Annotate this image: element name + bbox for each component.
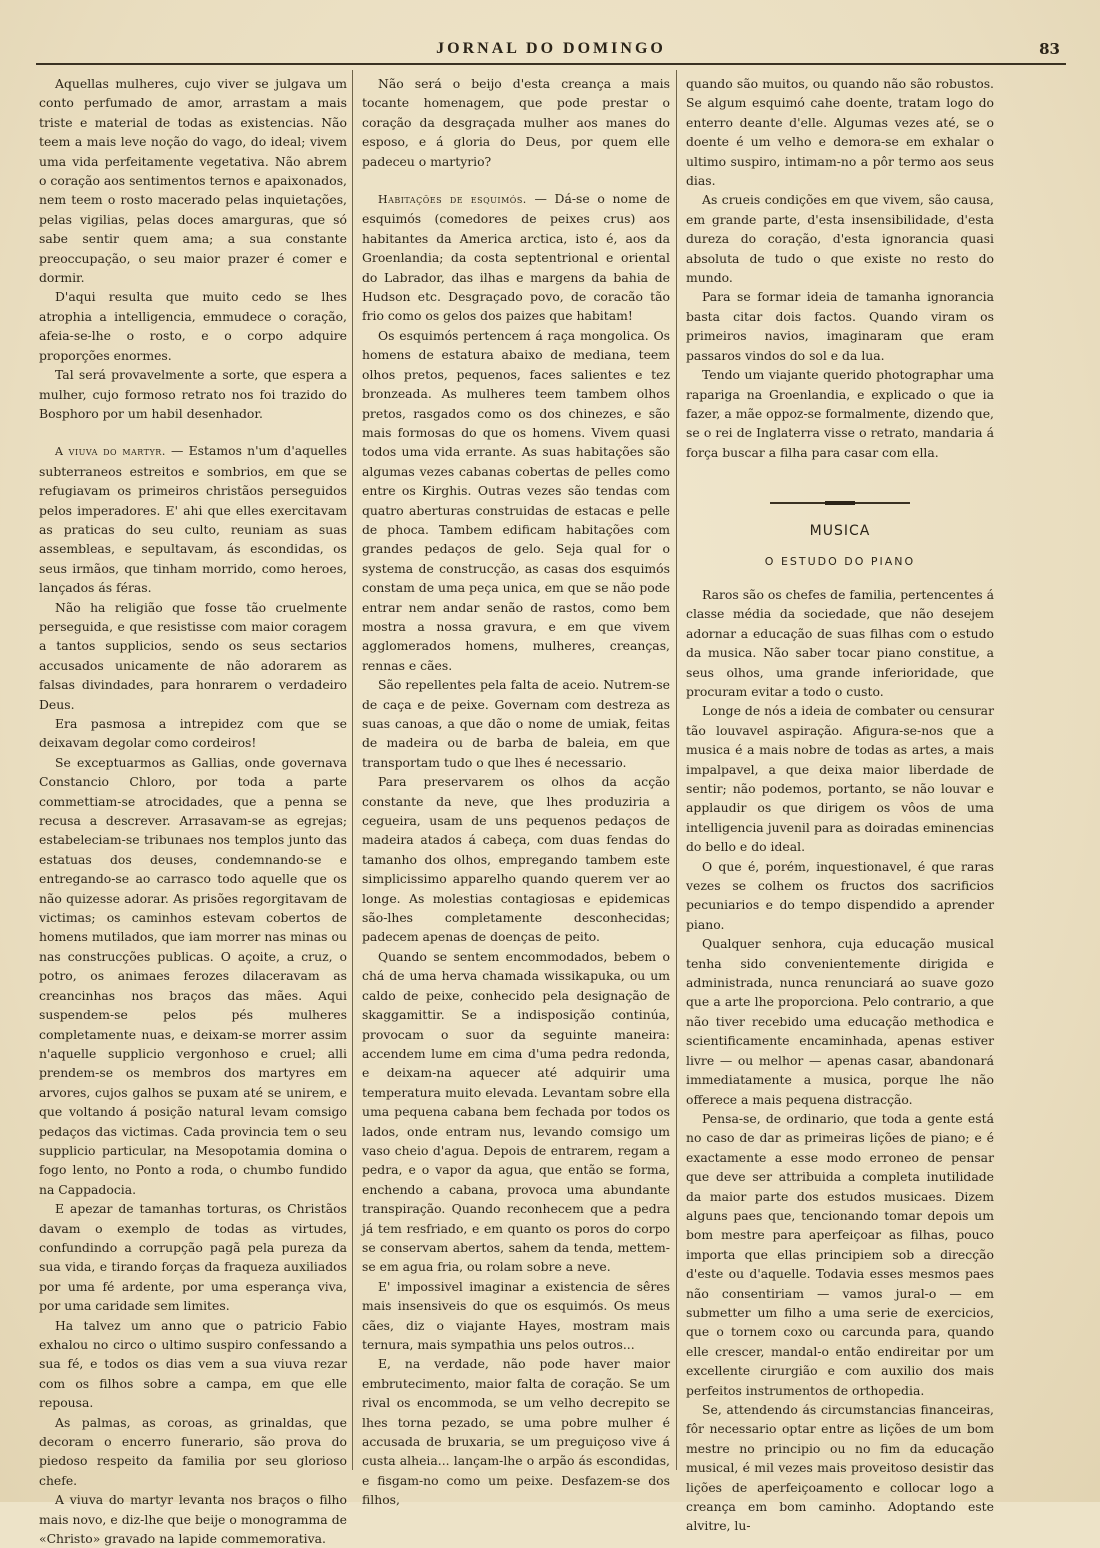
paragraph: A viuva do martyr levanta nos braços o filho mais novo, e diz-lhe que beije o monogramma de «Christo» gravado na lapide commemorativa.: [39, 1492, 347, 1547]
column-divider-1: [352, 70, 353, 1470]
paragraph: São repellentes pela falta de aceio. Nutrem-se de caça e de peixe. Governam com destreza as suas canoas, a que dão o nome de umiak, feitas de madeira ou de barba de baleia, em que transportam tudo o que lhes é necessario.: [362, 677, 670, 770]
paragraph: D'aqui resulta que muito cedo se lhes atrophia a intelligencia, emmudece o coração, afeia-se-lhe o rosto, e o corpo adquire proporções enormes.: [39, 289, 347, 363]
paragraph: Ha talvez um anno que o patricio Fabio exhalou no circo o ultimo suspiro confessando a sua fé, e todos os dias vem a sua viuva rezar com os filhos sobre a campa, em que elle repousa.: [39, 1317, 347, 1411]
paragraph: Para se formar ideia de tamanha ignorancia basta citar dois factos. Quando viram os primeiros navios, imaginaram que eram passaros vindos do sol e da lua.: [686, 289, 994, 363]
masthead: [36, 40, 1066, 62]
paragraph: Longe de nós a ideia de combater ou censurar tão louvavel aspiração. Afigura-se-nos que a musica é a mais nobre de todas as artes, a mais impalpavel, a que deixa maior liberdade de sentir; não podemos, portanto, se não louvar e applaudir os que dirigem os vôos de uma intelligencia juvenil para as doiradas eminencias do bello e do ideal.: [686, 703, 994, 855]
paragraph: E' impossivel imaginar a existencia de sêres mais insensiveis do que os esquimós. Os meus cães, diz o viajante Hayes, mostram mais ternura, mais sympathia uns pelos outros...: [362, 1278, 670, 1352]
article-eskimo-dwellings: [362, 189, 670, 326]
paragraph: Os esquimós pertencem á raça mongolica. Os homens de estatura abaixo de mediana, teem olhos pretos, pequenos, faces salientes e tez bronzeada. As mulheres teem tambem olhos pretos, rasgados como os dos chinezes, e são mais formosas do que os homens. Vivem quasi todos uma vida errante. As suas habitações são algumas vezes cabanas cobertas de pelles como entre os Kirghis. Outras vezes são tendas com quatro aberturas construidas de estacas e pelle de phoca. Tambem edificam habitações com grandes pedaços de gelo. Seja qual for o systema de construcção, as casas dos esquimós constam de uma peça unica, em que se não pode entrar nem andar senão de rastos, como bem mostra a nossa gravura, e em que vivem agglomerados homens, mulheres, creanças, rennas e cães.: [362, 327, 670, 673]
paragraph: Para preservarem os olhos da acção constante da neve, que lhes produziria a cegueira, usam de uns pequenos pedaços de madeira atados á cabeça, com duas fendas do tamanho dos olhos, empregando tambem este simplicissimo apparelho quando querem ver ao longe. As molestias contagiosas e epidemicas são-lhes completamente desconhecidas; padecem apenas de doenças de peito.: [362, 774, 670, 945]
paragraph: As palmas, as coroas, as grinaldas, que decoram o encerro funerario, são prova do piedoso respeito da familia por seu glorioso chefe.: [39, 1414, 347, 1488]
article-heading: Habitações de esquimós.: [378, 193, 527, 207]
paragraph: Aquellas mulheres, cujo viver se julgava um conto perfumado de amor, arrastam a mais triste e material de todas as existencias. Não teem a mais leve noção do vago, do ideal; vivem uma vida perfeitamente vegetativa. Não abrem o coração aos sentimentos ternos e apaixonados, nem teem o rosto macerado pelas inquietações, pelas vigilias, pelas doces amarguras, que só sabe sentir quem ama; a sua constante preoccupação, o seu maior prazer é comer e dormir.: [39, 76, 347, 286]
paragraph: O que é, porém, inquestionavel, é que raras vezes se colhem os fructos dos sacrificios pecuniarios e do tempo dispendido a aprender piano.: [686, 858, 994, 932]
article-martyr-widow: [39, 441, 347, 597]
paragraph-text: — Estamos n'um d'aquelles subterraneos estreitos e sombrios, em que se refugiavam os primeiros christãos perseguidos pelos imperadores. E' ahi que elles exercitavam as praticas do seu culto, reuniam as suas assembleas, e sepultavam, ás escondidas, os seus irmãos, que tinham morrido, como heroes, lançados ás féras.: [39, 443, 347, 596]
section-separator: [770, 502, 910, 504]
article-heading: A viuva do martyr.: [55, 445, 166, 459]
journal-title: JORNAL DO DOMINGO: [436, 40, 666, 57]
paragraph: As crueis condições em que vivem, são causa, em grande parte, d'esta insensibilidade, d'esta dureza do coração, d'esta ignorancia quasi absoluta de tudo o que existe no resto do mundo.: [686, 192, 994, 286]
paragraph: Raros são os chefes de familia, pertencentes á classe média da sociedade, que não desejem adornar a educação de suas filhas com o estudo da musica. Não saber tocar piano constitue, a seus olhos, uma grande inferioridade, que procuram evitar a todo o custo.: [686, 586, 994, 699]
section-subtitle: O ESTUDO DO PIANO: [764, 554, 916, 568]
paragraph: Pensa-se, de ordinario, que toda a gente está no caso de dar as primeiras lições de piano; e é exactamente a esse modo erroneo de pensar que deve ser attribuida a completa inutilidade da maior parte dos estudos musicaes. Dizem alguns paes que, tencionando tomar depois um bom mestre para aperfeiçoar as filhas, pouco importa que ellas principiem sob a direcção d'este ou d'aquelle. Todavia esses mesmos paes não consentiriam — vamos jural-o — em submetter um filho a uma serie de exercicios, que o tornem coxo ou carcunda para, quando elle crescer, mandal-o então endireitar por um excellente cirurgião e com auxilio dos mais perfeitos instrumentos de orthopedia.: [686, 1110, 994, 1398]
paragraph: Tal será provavelmente a sorte, que espera a mulher, cujo formoso retrato nos foi trazido do Bosphoro por um habil desenhador.: [39, 367, 347, 421]
section-title: MUSICA: [809, 523, 871, 540]
paragraph: Se, attendendo ás circumstancias financeiras, fôr necessario optar entre as lições de um bom mestre no principio ou no fim da educação musical, é mil vezes mais proveitoso desistir das lições de aperfeiçoamento e collocar logo a creança em bom caminho. Adoptando este alvitre, lu-: [686, 1402, 994, 1534]
paragraph: Era pasmosa a intrepidez com que se deixavam degolar como cordeiros!: [39, 716, 347, 751]
page-number: 83: [1039, 40, 1060, 58]
paragraph: Não ha religião que fosse tão cruelmente perseguida, e que resistisse com maior coragem a tantos supplicios, sendo os seus sectarios accusados unicamente de não adorarem as falsas divindades, para honrarem o verdadeiro Deus.: [39, 599, 347, 712]
header-rule: [36, 63, 1066, 65]
paragraph: Não será o beijo d'esta creança a mais tocante homenagem, que pode prestar o coração da desgraçada mulher aos manes do esposo, e á gloria do Deus, por quem elle padeceu o martyrio?: [362, 76, 670, 169]
paragraph: Qualquer senhora, cuja educação musical tenha sido convenientemente dirigida e administrada, nunca renunciará ao suave gozo que a arte lhe proporciona. Pelo contrario, a que não tiver recebido uma educação methodica e scientificamente encaminhada, apenas estiver livre — ou melhor — apenas casar, abandonará immediatamente a musica, porque lhe não offerece a mais pequena distracção.: [686, 936, 994, 1107]
column-1: [39, 74, 347, 1548]
paragraph: Tendo um viajante querido photographar uma rapariga na Groenlandia, e explicado o que ia fazer, a mãe oppoz-se formalmente, dizendo que, se o rei de Inglaterra visse o retrato, mandaria á força buscar a filha para casar com ella.: [686, 367, 994, 460]
paragraph: quando são muitos, ou quando não são robustos. Se algum esquimó cahe doente, tratam logo do enterro deante d'elle. Algumas vezes até, se o doente é um velho e demora-se em exhalar o ultimo suspiro, intimam-no a pôr termo aos seus dias.: [686, 76, 994, 189]
paragraph: E, na verdade, não pode haver maior embrutecimento, maior falta de coração. Se um rival os encommoda, se um velho decrepito se lhes torna pezado, se uma pobre mulher é accusada de bruxaria, se um preguiçoso vive á custa alheia... lançam-lhe o arpão ás escondidas, e fisgam-no como um peixe. Desfazem-se dos filhos,: [362, 1356, 670, 1508]
paragraph: E apezar de tamanhas torturas, os Christãos davam o exemplo de todas as virtudes, confundindo a corrupção pagã pela pureza da sua vida, e tirando forças da fraqueza auxiliados por uma fé ardente, por uma esperança viva, por uma caridade sem limites.: [39, 1201, 347, 1314]
paragraph-text: — Dá-se o nome de esquimós (comedores de peixes crus) aos habitantes da America arctica, isto é, aos da Groenlandia; da costa septentrional e oriental do Labrador, das ilhas e margens da bahia de Hudson etc. Desgraçado povo, de coracão tão frio como os gelos dos paizes que habitam!: [362, 191, 671, 324]
column-3: [686, 74, 994, 1536]
paragraph: Se exceptuarmos as Gallias, onde governava Constancio Chloro, por toda a parte commettiam-se atrocidades, que a penna se recusa a descrever. Arrasavam-se as egrejas; estabeleciam-se tribunaes nos templos junto das estatuas dos deuses, condemnando-se e entregando-se ao carrasco todo aquelle que os não quizesse adorar. As prisões regorgitavam de victimas; os caminhos estevam cobertos de homens mutilados, que iam morrer nas minas ou nas construcções publicas. O açoite, a cruz, o potro, os animaes ferozes dilaceravam as creancinhas nos braços das mães. Aqui suspendem-se pelos pés mulheres completamente nuas, e deixam-se morrer assim n'aquelle supplicio vergonhoso e cruel; alli prendem-se os membros dos martyres em arvores, cujos galhos se puxam até se unirem, e que voltando á posição natural levam comsigo pedaços das victimas. Cada provincia tem o seu supplicio particular, na Mesopotamia domina o fogo lento, no Ponto a roda, o chumbo fundido na Cappadocia.: [39, 754, 347, 1197]
column-divider-2: [676, 70, 677, 1470]
column-2: [362, 74, 670, 1510]
paragraph: Quando se sentem encommodados, bebem o chá de uma herva chamada wissikapuka, ou um caldo de peixe, conhecido pela designação de skaggamittir. Se a indisposição continúa, provocam o suor da seguinte maneira: accendem lume em cima d'uma pedra redonda, e deixam-na aquecer até adquirir uma temperatura muito elevada. Levantam sobre ella uma pequena cabana bem fechada por todos os lados, onde entram nus, levando comsigo um vaso cheio d'agua. Depois de entrarem, regam a pedra, e o vapor da agua, que então se forma, enchendo a cabana, provoca uma abundante transpiração. Quando reconhecem que a pedra já tem resfriado, e em quanto os poros do corpo se conservam abertos, sahem da tenda, mettem-se em agua fria, ou rolam sobre a neve.: [362, 948, 670, 1275]
